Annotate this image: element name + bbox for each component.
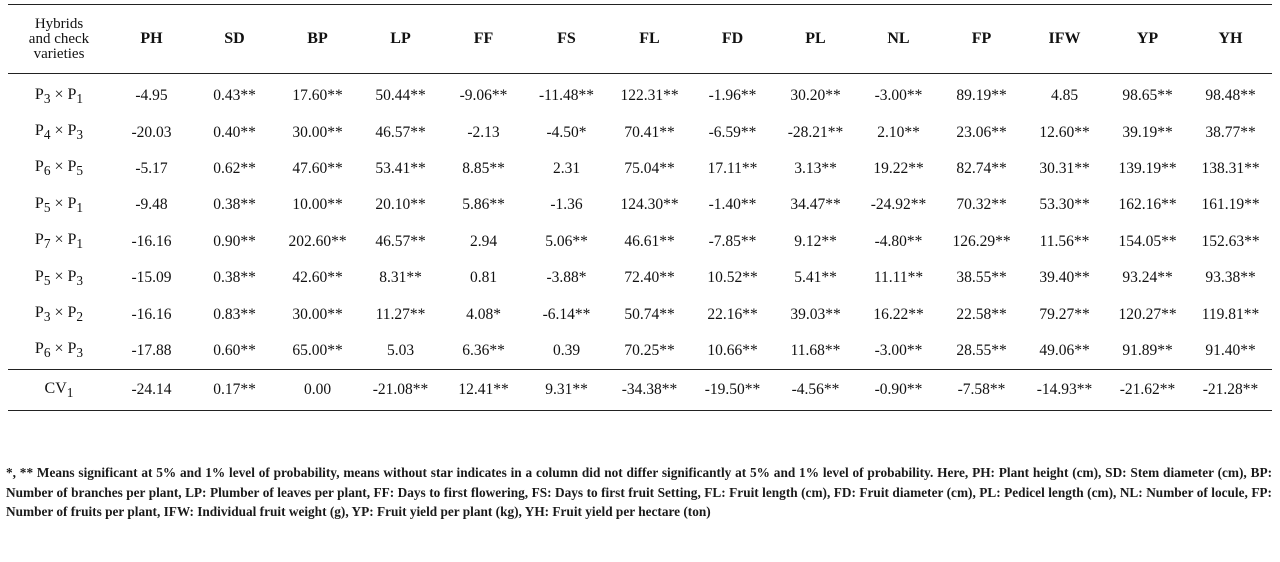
table-cell: -7.85** xyxy=(708,232,757,250)
parent-a-index: 3 xyxy=(43,309,51,325)
hybrid-label: $P_6 \times P_5$ xyxy=(34,158,84,179)
table-cell: 138.31** xyxy=(1201,159,1260,177)
table-cell: 12.60** xyxy=(1039,123,1090,141)
table-cell: 65.00** xyxy=(292,341,343,359)
table-cell: 120.27** xyxy=(1118,305,1177,323)
table-row xyxy=(8,260,1272,296)
table-cell: 28.55** xyxy=(956,341,1007,359)
table-cell: 70.32** xyxy=(956,196,1007,214)
table-cell: -3.88* xyxy=(546,269,587,287)
table-cell: 46.61** xyxy=(624,232,675,250)
parent-a-index: 6 xyxy=(43,345,51,361)
table-cell: 0.60** xyxy=(213,341,256,359)
column-header-nl: NL xyxy=(857,5,940,74)
table-cell: 10.66** xyxy=(707,341,758,359)
table-cell: -7.58** xyxy=(940,370,1023,411)
table-cell: 47.60** xyxy=(292,159,343,177)
parent-a-index: 4 xyxy=(43,127,51,143)
table-cell: 3.13** xyxy=(794,159,837,177)
table-cell: -4.56** xyxy=(774,370,857,411)
table-cell: -2.13 xyxy=(467,123,500,141)
table-cell: 50.44** xyxy=(375,87,426,105)
table-cell: 124.30** xyxy=(620,196,679,214)
parent-a-index: 6 xyxy=(43,163,51,179)
table-cell: 4.08* xyxy=(466,305,501,323)
table-cell: 53.30** xyxy=(1039,196,1090,214)
table-cell: 20.10** xyxy=(375,196,426,214)
table-cell: 38.77** xyxy=(1205,123,1256,141)
table-cell: 5.06** xyxy=(545,232,588,250)
table-cell: -3.00** xyxy=(874,341,923,359)
table-cell: 0.00 xyxy=(276,370,359,411)
table-cell: 93.38** xyxy=(1205,269,1256,287)
table-cell: 0.62** xyxy=(213,159,256,177)
parent-a-index: 5 xyxy=(43,272,51,288)
parent-b-index: 1 xyxy=(76,90,84,106)
table-cell: 82.74** xyxy=(956,159,1007,177)
hybrid-label: $P_4 \times P_3$ xyxy=(34,121,84,143)
table-cell: 162.16** xyxy=(1118,196,1177,214)
table-cell: 75.04** xyxy=(624,159,675,177)
header-line: Hybrids xyxy=(34,15,84,32)
table-row xyxy=(8,333,1272,370)
table-cell: 152.63** xyxy=(1201,232,1260,250)
table-cell: 126.29** xyxy=(952,232,1011,250)
table-cell: 9.12** xyxy=(794,232,837,250)
hybrid-label: $P_5 \times P_3$ xyxy=(34,267,84,288)
table-cell: 39.03** xyxy=(790,305,841,323)
table-cell: 22.58** xyxy=(956,305,1007,323)
parent-b-index: 3 xyxy=(76,127,84,143)
table-cell: 42.60** xyxy=(292,269,343,287)
hybrid-label: $P_3 \times P_1$ xyxy=(34,85,84,106)
table-cell: -9.48 xyxy=(135,196,168,214)
table-cell: 30.00** xyxy=(292,305,343,323)
table-cell: 34.47** xyxy=(790,196,841,214)
table-cell: -14.93** xyxy=(1023,370,1106,411)
hybrid-label: $P_7 \times P_1$ xyxy=(34,231,84,252)
parent-b-index: 5 xyxy=(76,163,84,179)
table-cell: 2.10** xyxy=(877,123,920,141)
table-cell: 53.41** xyxy=(375,159,426,177)
column-header-ph: PH xyxy=(110,5,193,74)
table-cell: -0.90** xyxy=(857,370,940,411)
cv-label-text: CV xyxy=(44,379,67,397)
parent-a-index: 3 xyxy=(43,90,51,106)
table-cell: -17.88 xyxy=(131,341,172,359)
table-cell: 11.11** xyxy=(873,269,924,287)
table-cell: 9.31** xyxy=(525,370,608,411)
table-header-row xyxy=(8,5,1272,74)
table-cell: -4.50* xyxy=(546,123,587,141)
parent-b-index: 3 xyxy=(76,272,84,288)
table-cell: -19.50** xyxy=(691,370,774,411)
table-cell: 72.40** xyxy=(624,269,675,287)
table-cell: 2.31 xyxy=(552,159,581,177)
table-cell: 5.41** xyxy=(794,269,837,287)
table-cell: -24.92** xyxy=(870,196,927,214)
column-header-bp: BP xyxy=(276,5,359,74)
parent-a-index: 7 xyxy=(43,236,51,252)
table-cell: 49.06** xyxy=(1039,341,1090,359)
table-cell: 16.22** xyxy=(873,305,924,323)
table-cell: -6.59** xyxy=(708,123,757,141)
column-header-fd: FD xyxy=(691,5,774,74)
table-cell: -9.06** xyxy=(459,87,508,105)
table-cell: 98.48** xyxy=(1205,87,1256,105)
table-row xyxy=(8,187,1272,223)
table-cell: 11.56** xyxy=(1039,232,1090,250)
table-cell: 22.16** xyxy=(707,305,758,323)
table-row xyxy=(8,74,1272,115)
results-table xyxy=(8,4,1272,411)
table-cell: -4.80** xyxy=(874,232,923,250)
table-cell: 70.41** xyxy=(624,123,675,141)
table-cell: 0.43** xyxy=(213,87,256,105)
table-cell: 202.60** xyxy=(288,232,347,250)
cv-label xyxy=(8,370,110,411)
column-header-fl: FL xyxy=(608,5,691,74)
table-cell: -1.36 xyxy=(550,196,583,214)
table-row xyxy=(8,151,1272,187)
parent-b-index: 1 xyxy=(76,236,84,252)
table-cell: 0.83** xyxy=(213,305,256,323)
table-cell: 38.55** xyxy=(956,269,1007,287)
table-cell: -24.14 xyxy=(110,370,193,411)
table-cell: 4.85 xyxy=(1050,87,1079,105)
table-cell: 6.36** xyxy=(462,341,505,359)
table-cell: 93.24** xyxy=(1122,269,1173,287)
table-cell: -4.95 xyxy=(135,87,168,105)
table-cell: 46.57** xyxy=(375,123,426,141)
table-footnote: *, ** Means significant at 5% and 1% level of probability, means without star indicates in a column did not differ significantly at 5% and 1% level of probability. Here, PH: Plant height (cm), SD: Stem diameter (cm), BP: Number of branches per plant, LP: Plumber of leaves per plant, FF: Days to first flowering, FS: Days to first fruit Setting, FL: Fruit length (cm), FD: Fruit diameter (cm), PL: Pedicel length (cm), NL: Number of locule, FP: Number of fruits per plant, IFW: Individual fruit weight (g), YP: Fruit yield per plant (kg), YH: Fruit yield per hectare (ton) xyxy=(6,465,1272,519)
table-row xyxy=(8,296,1272,332)
table-cell: -28.21** xyxy=(787,123,844,141)
hybrid-label: $P_5 \times P_1$ xyxy=(34,194,84,215)
cv-row xyxy=(8,370,1272,411)
table-cell: 8.31** xyxy=(379,269,422,287)
table-cell: 161.19** xyxy=(1201,196,1260,214)
column-header-lp: LP xyxy=(359,5,442,74)
table-cell: 89.19** xyxy=(956,87,1007,105)
column-header-yp: YP xyxy=(1106,5,1189,74)
table-cell: 0.40** xyxy=(213,123,256,141)
hybrid-label: $P_6 \times P_3$ xyxy=(34,340,84,361)
table-cell: -15.09 xyxy=(131,269,172,287)
table-cell: 0.39 xyxy=(552,341,581,359)
table-cell: 2.94 xyxy=(469,232,498,250)
parent-b-index: 2 xyxy=(76,309,84,325)
table-cell: 30.20** xyxy=(790,87,841,105)
table-cell: 19.22** xyxy=(873,159,924,177)
column-header-fp: FP xyxy=(940,5,1023,74)
table-cell: 139.19** xyxy=(1118,159,1177,177)
table-cell: -16.16 xyxy=(131,305,172,323)
column-header-pl: PL xyxy=(774,5,857,74)
parent-b-index: 1 xyxy=(76,199,84,215)
results-table-container xyxy=(8,4,1272,411)
table-row xyxy=(8,224,1272,260)
table-cell: -21.28** xyxy=(1189,370,1272,411)
table-cell: -6.14** xyxy=(542,305,591,323)
table-cell: 30.31** xyxy=(1039,159,1090,177)
table-cell: -34.38** xyxy=(608,370,691,411)
table-cell: 70.25** xyxy=(624,341,675,359)
table-cell: 46.57** xyxy=(375,232,426,250)
header-hybrids-check-varieties xyxy=(8,5,110,74)
table-cell: 122.31** xyxy=(620,87,679,105)
column-header-ff: FF xyxy=(442,5,525,74)
cv-label-subscript: 1 xyxy=(66,384,74,400)
table-cell: -11.48** xyxy=(539,87,594,105)
table-cell: 17.60** xyxy=(292,87,343,105)
table-cell: 91.40** xyxy=(1205,341,1256,359)
table-cell: 11.68** xyxy=(790,341,841,359)
table-cell: -21.08** xyxy=(359,370,442,411)
column-header-ifw: IFW xyxy=(1023,5,1106,74)
table-cell: -16.16 xyxy=(131,232,172,250)
header-line: varieties xyxy=(33,45,85,62)
table-cell: 10.00** xyxy=(292,196,343,214)
table-cell: 79.27** xyxy=(1039,305,1090,323)
column-header-yh: YH xyxy=(1189,5,1272,74)
table-cell: 8.85** xyxy=(462,159,505,177)
table-cell: 10.52** xyxy=(707,269,758,287)
table-cell: 98.65** xyxy=(1122,87,1173,105)
table-cell: 39.40** xyxy=(1039,269,1090,287)
table-cell: 5.86** xyxy=(462,196,505,214)
table-cell: 0.90** xyxy=(213,232,256,250)
table-cell: 11.27** xyxy=(375,305,426,323)
table-cell: 0.81 xyxy=(469,269,498,287)
table-cell: 12.41** xyxy=(442,370,525,411)
table-cell: 23.06** xyxy=(956,123,1007,141)
table-cell: 91.89** xyxy=(1122,341,1173,359)
table-cell: 5.03 xyxy=(386,341,415,359)
table-cell: 50.74** xyxy=(624,305,675,323)
parent-b-index: 3 xyxy=(76,345,84,361)
table-cell: -1.40** xyxy=(708,196,757,214)
table-cell: -5.17 xyxy=(135,159,168,177)
header-line: and check xyxy=(28,30,90,47)
table-cell: 0.17** xyxy=(193,370,276,411)
column-header-sd: SD xyxy=(193,5,276,74)
table-cell: -1.96** xyxy=(708,87,757,105)
hybrid-label: $P_3 \times P_2$ xyxy=(34,303,84,325)
table-cell: 39.19** xyxy=(1122,123,1173,141)
table-cell: -20.03 xyxy=(131,123,172,141)
table-cell: -21.62** xyxy=(1106,370,1189,411)
table-cell: 30.00** xyxy=(292,123,343,141)
table-cell: 154.05** xyxy=(1118,232,1177,250)
table-row xyxy=(8,114,1272,150)
table-cell: 119.81** xyxy=(1201,305,1260,323)
table-body xyxy=(8,74,1272,411)
table-cell: 0.38** xyxy=(213,196,256,214)
table-cell: 17.11** xyxy=(707,159,758,177)
parent-a-index: 5 xyxy=(43,199,51,215)
table-cell: -3.00** xyxy=(874,87,923,105)
table-cell: 0.38** xyxy=(213,269,256,287)
column-header-fs: FS xyxy=(525,5,608,74)
